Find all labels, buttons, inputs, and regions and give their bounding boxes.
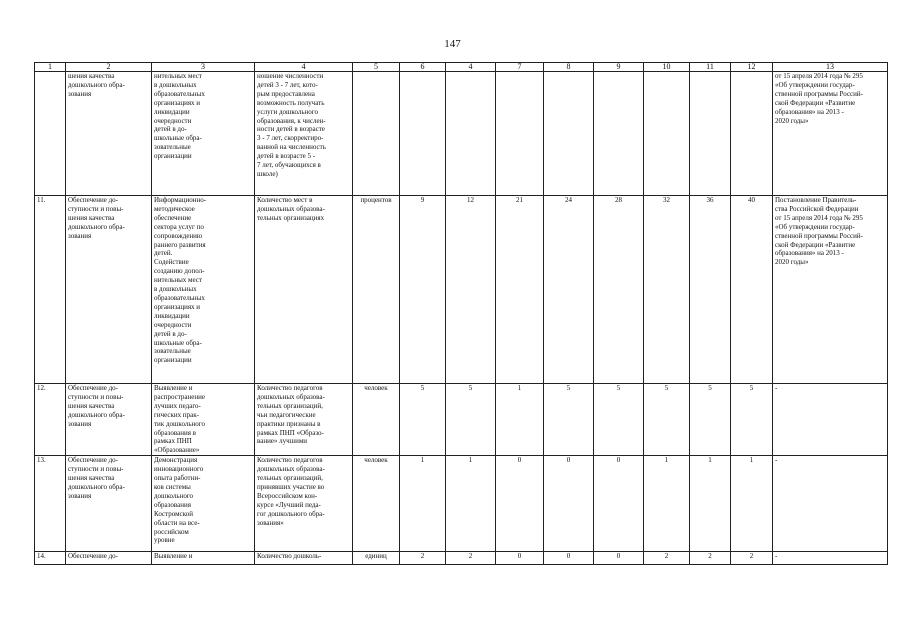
value-cell: 5: [731, 384, 773, 456]
value-cell: 2: [400, 552, 446, 565]
value-cell: 28: [594, 196, 644, 384]
col-header: 4: [255, 63, 353, 72]
unit-cell: человек: [353, 456, 400, 552]
value-cell: 12: [446, 196, 496, 384]
value-cell: [731, 72, 773, 196]
table-row: [35, 196, 888, 384]
value-cell: 5: [400, 384, 446, 456]
value-cell: 1: [644, 456, 690, 552]
unit-cell: процентов: [353, 196, 400, 384]
col-header: 4: [446, 63, 496, 72]
table-row: [35, 456, 888, 552]
unit-cell: человек: [353, 384, 400, 456]
col-header: 13: [773, 63, 888, 72]
col-header: 5: [353, 63, 400, 72]
value-cell: 1: [690, 456, 731, 552]
col-header: 12: [731, 63, 773, 72]
task-cell: Выявление и: [152, 552, 255, 565]
col-header: 9: [594, 63, 644, 72]
task-cell: Выявление и распространение лучших педаго- гических прак- тик дошкольного образования в рамках ПНП «Образование»: [152, 384, 255, 456]
value-cell: 0: [496, 552, 544, 565]
value-cell: 24: [544, 196, 594, 384]
document-cell: Постановление Правитель- ства Российской Федерации от 15 апреля 2014 года № 295 «Об утверждении государ- ственной программы Россий- ской Федерации «Развитие образования» на 2013 - 2020 годы»: [773, 196, 888, 384]
task-cell: нительных мест в дошкольных образовательных организациях и ликвидации очередности детей в до- школьные обра- зовательные организации: [152, 72, 255, 196]
table-row: [35, 72, 888, 196]
row-number-cell: 12.: [35, 384, 66, 456]
value-cell: 5: [446, 384, 496, 456]
value-cell: 21: [496, 196, 544, 384]
value-cell: 5: [690, 384, 731, 456]
indicator-cell: Количество педагогов дошкольных образова- тельных организаций, чьи педагогические практики признаны в рамках ПНП «Образо- вание» лучшими: [255, 384, 353, 456]
value-cell: 40: [731, 196, 773, 384]
page-number: 147: [444, 38, 461, 50]
value-cell: 1: [496, 384, 544, 456]
document-cell: -: [773, 384, 888, 456]
value-cell: [690, 72, 731, 196]
value-cell: 5: [544, 384, 594, 456]
document-cell: от 15 апреля 2014 года № 295 «Об утверждении государ- ственной программы Россий- ской Федерации «Развитие образования» на 2013 - 2020 годы»: [773, 72, 888, 196]
col-header: 6: [400, 63, 446, 72]
value-cell: 0: [544, 552, 594, 565]
table-row: [35, 384, 888, 456]
value-cell: 9: [400, 196, 446, 384]
value-cell: [594, 72, 644, 196]
indicators-table: [34, 62, 888, 565]
value-cell: 0: [496, 456, 544, 552]
col-header: 2: [66, 63, 152, 72]
task-cell: Информационно- методическое обеспечение сектора услуг по сопровождению раннего развития детей. Содействие созданию допол- нительных мест в дошкольных образовательных организациях и ликвидации очередности детей в до- школьные обра- зовательные организации: [152, 196, 255, 384]
value-cell: 32: [644, 196, 690, 384]
document-cell: -: [773, 552, 888, 565]
header-row: [35, 63, 888, 72]
value-cell: 0: [594, 552, 644, 565]
value-cell: [496, 72, 544, 196]
row-number-cell: 11.: [35, 196, 66, 384]
value-cell: 1: [400, 456, 446, 552]
value-cell: 1: [731, 456, 773, 552]
value-cell: [400, 72, 446, 196]
col-header: 7: [496, 63, 544, 72]
indicator-cell: ношение численности детей 3 - 7 лет, кото- рым предоставлена возможность получать услуги дошкольного образования, к числен- ности детей в возрасте 3 - 7 лет, скорректиро- ванной на численность детей в возрасте 5 - 7 лет, обучающихся в школе): [255, 72, 353, 196]
value-cell: 2: [644, 552, 690, 565]
value-cell: 5: [594, 384, 644, 456]
col-header: 1: [35, 63, 66, 72]
unit-cell: единиц: [353, 552, 400, 565]
col-header: 11: [690, 63, 731, 72]
goal-cell: Обеспечение до- ступности и повы- шения качества дошкольного обра- зования: [66, 456, 152, 552]
indicator-cell: Количество дошколь-: [255, 552, 353, 565]
row-number-cell: 13.: [35, 456, 66, 552]
goal-cell: Обеспечение до- ступности и повы- шения качества дошкольного обра- зования: [66, 384, 152, 456]
row-number-cell: 14.: [35, 552, 66, 565]
indicator-cell: Количество мест в дошкольных образова- тельных организациях: [255, 196, 353, 384]
value-cell: 0: [594, 456, 644, 552]
value-cell: 1: [446, 456, 496, 552]
value-cell: 2: [690, 552, 731, 565]
goal-cell: Обеспечение до-: [66, 552, 152, 565]
goal-cell: Обеспечение до- ступности и повы- шения качества дошкольного обра- зования: [66, 196, 152, 384]
value-cell: 0: [544, 456, 594, 552]
value-cell: [544, 72, 594, 196]
value-cell: 2: [446, 552, 496, 565]
col-header: 3: [152, 63, 255, 72]
value-cell: 5: [644, 384, 690, 456]
value-cell: [644, 72, 690, 196]
table-row: [35, 552, 888, 565]
document-cell: -: [773, 456, 888, 552]
task-cell: Демонстрация инновационного опыта работни- ков системы дошкольного образования Костромской области на все- российском уровне: [152, 456, 255, 552]
indicator-cell: Количество педагогов дошкольных образова- тельных организаций, принявших участие во Всероссийском кон- курсе «Лучший педа- гог дошкольного обра- зования»: [255, 456, 353, 552]
value-cell: 2: [731, 552, 773, 565]
col-header: 10: [644, 63, 690, 72]
col-header: 8: [544, 63, 594, 72]
row-number-cell: [35, 72, 66, 196]
goal-cell: шения качества дошкольного обра- зования: [66, 72, 152, 196]
value-cell: [446, 72, 496, 196]
value-cell: 36: [690, 196, 731, 384]
unit-cell: [353, 72, 400, 196]
